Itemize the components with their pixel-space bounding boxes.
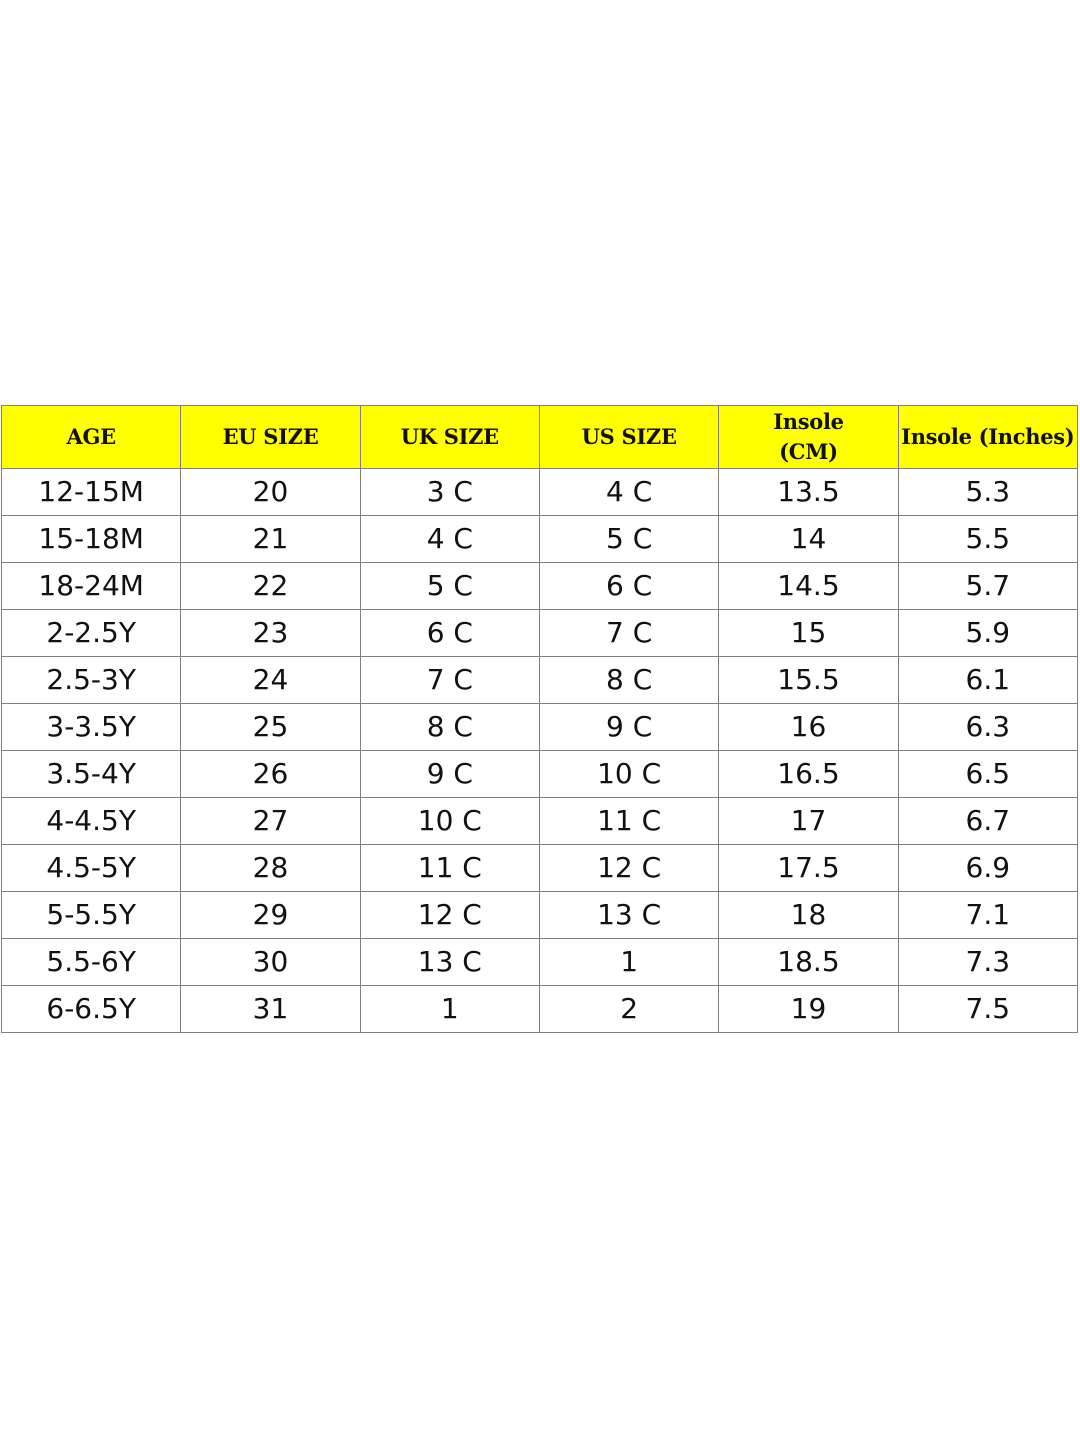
cell-age: 18-24M xyxy=(2,563,181,610)
cell-insole-inches: 5.5 xyxy=(898,516,1077,563)
cell-us-size: 4 C xyxy=(539,469,718,516)
cell-insole-cm: 15 xyxy=(719,610,898,657)
size-chart-body xyxy=(2,469,1078,1033)
header-insole-cm-line1: Insole xyxy=(773,409,844,434)
cell-insole-cm: 19 xyxy=(719,986,898,1033)
cell-uk-size: 6 C xyxy=(360,610,539,657)
cell-eu-size: 25 xyxy=(181,704,360,751)
cell-age: 15-18M xyxy=(2,516,181,563)
cell-insole-inches: 6.5 xyxy=(898,751,1077,798)
header-insole-inches: Insole (Inches) xyxy=(898,406,1077,469)
cell-insole-cm: 17.5 xyxy=(719,845,898,892)
cell-uk-size: 5 C xyxy=(360,563,539,610)
table-row xyxy=(2,939,1078,986)
cell-age: 6-6.5Y xyxy=(2,986,181,1033)
cell-uk-size: 12 C xyxy=(360,892,539,939)
cell-eu-size: 28 xyxy=(181,845,360,892)
cell-insole-cm: 14.5 xyxy=(719,563,898,610)
table-row xyxy=(2,610,1078,657)
cell-us-size: 1 xyxy=(539,939,718,986)
header-insole-cm xyxy=(719,406,898,469)
cell-age: 4-4.5Y xyxy=(2,798,181,845)
cell-eu-size: 20 xyxy=(181,469,360,516)
cell-insole-inches: 5.9 xyxy=(898,610,1077,657)
cell-insole-inches: 6.7 xyxy=(898,798,1077,845)
header-us-size: US SIZE xyxy=(539,406,718,469)
cell-insole-cm: 13.5 xyxy=(719,469,898,516)
cell-us-size: 11 C xyxy=(539,798,718,845)
cell-age: 5.5-6Y xyxy=(2,939,181,986)
table-row xyxy=(2,563,1078,610)
cell-uk-size: 3 C xyxy=(360,469,539,516)
cell-eu-size: 24 xyxy=(181,657,360,704)
cell-uk-size: 11 C xyxy=(360,845,539,892)
table-row xyxy=(2,798,1078,845)
header-eu-size: EU SIZE xyxy=(181,406,360,469)
cell-insole-inches: 5.7 xyxy=(898,563,1077,610)
cell-uk-size: 8 C xyxy=(360,704,539,751)
cell-insole-cm: 16.5 xyxy=(719,751,898,798)
cell-insole-cm: 15.5 xyxy=(719,657,898,704)
table-row xyxy=(2,704,1078,751)
cell-insole-inches: 7.5 xyxy=(898,986,1077,1033)
cell-eu-size: 30 xyxy=(181,939,360,986)
cell-age: 2-2.5Y xyxy=(2,610,181,657)
header-insole-cm-line2: (CM) xyxy=(779,439,838,464)
cell-age: 4.5-5Y xyxy=(2,845,181,892)
cell-insole-cm: 18.5 xyxy=(719,939,898,986)
cell-eu-size: 27 xyxy=(181,798,360,845)
cell-insole-cm: 16 xyxy=(719,704,898,751)
table-row xyxy=(2,751,1078,798)
cell-insole-inches: 6.9 xyxy=(898,845,1077,892)
table-row xyxy=(2,845,1078,892)
cell-age: 12-15M xyxy=(2,469,181,516)
header-age: AGE xyxy=(2,406,181,469)
cell-insole-inches: 5.3 xyxy=(898,469,1077,516)
cell-insole-cm: 17 xyxy=(719,798,898,845)
cell-eu-size: 29 xyxy=(181,892,360,939)
cell-uk-size: 7 C xyxy=(360,657,539,704)
cell-eu-size: 23 xyxy=(181,610,360,657)
cell-eu-size: 21 xyxy=(181,516,360,563)
cell-us-size: 10 C xyxy=(539,751,718,798)
header-row xyxy=(2,406,1078,469)
table-row xyxy=(2,516,1078,563)
cell-uk-size: 9 C xyxy=(360,751,539,798)
table-row xyxy=(2,986,1078,1033)
cell-us-size: 12 C xyxy=(539,845,718,892)
cell-us-size: 7 C xyxy=(539,610,718,657)
cell-us-size: 8 C xyxy=(539,657,718,704)
table-row xyxy=(2,892,1078,939)
header-uk-size: UK SIZE xyxy=(360,406,539,469)
cell-insole-cm: 18 xyxy=(719,892,898,939)
cell-age: 3.5-4Y xyxy=(2,751,181,798)
cell-us-size: 13 C xyxy=(539,892,718,939)
cell-us-size: 9 C xyxy=(539,704,718,751)
cell-age: 2.5-3Y xyxy=(2,657,181,704)
cell-age: 5-5.5Y xyxy=(2,892,181,939)
cell-us-size: 2 xyxy=(539,986,718,1033)
cell-insole-cm: 14 xyxy=(719,516,898,563)
size-chart-table xyxy=(1,405,1078,1033)
cell-uk-size: 4 C xyxy=(360,516,539,563)
cell-eu-size: 22 xyxy=(181,563,360,610)
cell-eu-size: 31 xyxy=(181,986,360,1033)
cell-us-size: 6 C xyxy=(539,563,718,610)
table-row xyxy=(2,657,1078,704)
table-row xyxy=(2,469,1078,516)
cell-uk-size: 13 C xyxy=(360,939,539,986)
cell-uk-size: 10 C xyxy=(360,798,539,845)
cell-uk-size: 1 xyxy=(360,986,539,1033)
cell-insole-inches: 7.1 xyxy=(898,892,1077,939)
size-chart-header xyxy=(2,406,1078,469)
cell-age: 3-3.5Y xyxy=(2,704,181,751)
cell-insole-inches: 6.1 xyxy=(898,657,1077,704)
cell-eu-size: 26 xyxy=(181,751,360,798)
cell-insole-inches: 7.3 xyxy=(898,939,1077,986)
cell-insole-inches: 6.3 xyxy=(898,704,1077,751)
cell-us-size: 5 C xyxy=(539,516,718,563)
